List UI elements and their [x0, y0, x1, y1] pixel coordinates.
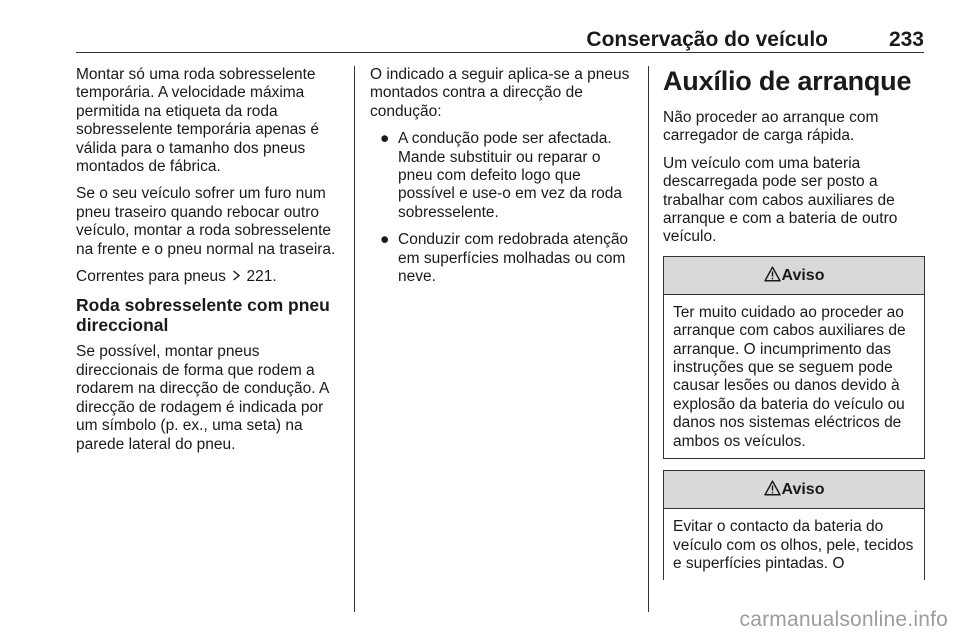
column-divider-right [648, 66, 649, 612]
reference-page: 221. [246, 268, 277, 286]
warning-triangle-icon [764, 473, 781, 510]
bullet-icon: ● [380, 231, 390, 249]
paragraph: Não proceder ao arranque com carregador de carga rápida. [663, 109, 879, 145]
column-left [76, 66, 342, 463]
list-item-text: Conduzir com redobrada atenção em superfícies molhadas ou com neve. [398, 231, 629, 286]
paragraph: Um veículo com uma bateria descarregada pode ser posto a trabalhar com cabos auxiliares de arranque e com a bateria de outro veículo. [663, 154, 898, 246]
column-right [663, 66, 925, 580]
reference-arrow-icon [232, 268, 241, 286]
warning-box [663, 470, 925, 580]
list-item [370, 130, 636, 222]
reference-text: Correntes para pneus [76, 268, 226, 286]
column-divider-left [354, 66, 355, 612]
page-header [76, 26, 924, 53]
paragraph: Se possível, montar pneus direccionais de forma que rodem a rodarem na direcção de condução. A direcção de rodagem é indicada por um símbolo (p. ex., uma seta) na parede lateral do pneu. [76, 343, 329, 453]
watermark: carmanualsonline.info [739, 608, 948, 631]
subheading: Roda sobresselente com pneu direccional [76, 295, 330, 336]
warning-label: Aviso [781, 266, 825, 284]
paragraph: O indicado a seguir aplica-se a pneus montados contra a direcção de condução: [370, 66, 630, 120]
warning-text: Evitar o contacto da bateria do veículo com os olhos, pele, tecidos e superfícies pintadas. O [673, 518, 914, 572]
page-number: 233 [888, 28, 924, 51]
warning-triangle-icon [764, 259, 781, 296]
cross-reference [76, 268, 342, 286]
list-item-text: A condução pode ser afectada. Mande substituir ou reparar o pneu com defeito logo que possível e use-o em vez da roda sobresselente. [398, 130, 623, 221]
list-item [370, 231, 636, 286]
column-middle [370, 66, 636, 295]
warning-header [664, 257, 924, 295]
bullet-icon: ● [380, 130, 390, 148]
warning-label: Aviso [781, 481, 825, 499]
header-title: Conservação do veículo [586, 28, 828, 51]
warning-header [664, 471, 924, 509]
paragraph: Montar só uma roda sobresselente temporária. A velocidade máxima permitida na etiqueta da roda sobresselente temporária apenas é válida para o tamanho dos pneus montados de fábrica. [76, 66, 319, 176]
warning-text: Ter muito cuidado ao proceder ao arranque com cabos auxiliares de arranque. O incumprimento das instruções que se seguem pode causar lesões ou danos devido à explosão da bateria do veículo ou danos nos sistemas eléctricos de ambos os veículos. [673, 303, 906, 450]
bullet-list [370, 130, 636, 286]
section-heading: Auxílio de arranque [663, 66, 912, 96]
warning-box [663, 256, 925, 459]
paragraph: Se o seu veículo sofrer um furo num pneu traseiro quando rebocar outro veículo, montar a roda sobresselente na frente e o pneu normal na traseira. [76, 185, 336, 258]
